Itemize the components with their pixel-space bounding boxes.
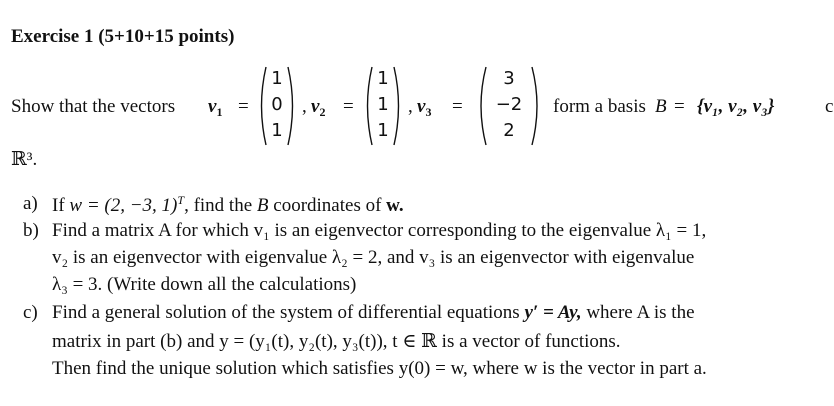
v3-subscript: 3 [425, 105, 432, 119]
v3-symbol: v [417, 96, 426, 117]
v1-comma: , [302, 96, 307, 117]
item-a-mid: , find the [184, 195, 253, 216]
v1-equals: = [238, 96, 249, 117]
basis-set: {v₁, v₂, v₃} [697, 96, 775, 117]
item-a-text [52, 193, 404, 217]
item-b-label: b) [23, 220, 39, 241]
item-a-transpose: T [177, 193, 185, 207]
field-r3: ℝ³. [11, 149, 38, 170]
v3-equals: = [452, 96, 463, 117]
v1-label [208, 96, 222, 120]
v1-entry-1: 1 [271, 68, 283, 89]
item-a-post: coordinates of [273, 195, 382, 216]
v2-entry-3: 1 [377, 120, 389, 141]
intro-show-text: Show that the vectors [11, 96, 176, 117]
v2-subscript: 2 [319, 105, 326, 119]
v2-symbol: v [311, 96, 320, 117]
item-b-line-3: λ₃ = 3. (Write down all the calculations) [52, 274, 357, 295]
v2-label [311, 96, 325, 120]
vector-v2 [364, 63, 402, 149]
item-c-label: c) [23, 302, 38, 323]
item-a-B: B [256, 195, 269, 216]
basis-equals: = [674, 96, 685, 117]
basis-name: B [655, 96, 667, 117]
v3-entry-3: 2 [503, 120, 515, 141]
v2-entry-2: 1 [377, 94, 389, 115]
item-c-line-1 [52, 302, 695, 324]
v1-subscript: 1 [216, 105, 223, 119]
item-a-w-vector: w = (2, −3, 1) [69, 195, 178, 216]
item-c-ode: y′ = Ay, [524, 302, 582, 323]
exercise-title: Exercise 1 (5+10+15 points) [11, 26, 235, 47]
v2-entry-1: 1 [377, 68, 389, 89]
item-b-line-1: Find a matrix A for which v₁ is an eigenvector corresponding to the eigenvalue λ₁ = 1, [52, 220, 707, 241]
item-a-label: a) [23, 193, 38, 214]
v1-entry-2: 0 [271, 94, 283, 115]
basis-text: form a basis [553, 96, 646, 117]
v2-equals: = [343, 96, 354, 117]
item-c-line-3: Then find the unique solution which satisfies y(0) = w, where w is the vector in part a. [52, 358, 707, 379]
item-c-line-2: matrix in part (b) and y = (y₁(t), y₂(t), y₃(t)), t ∈ ℝ is a vector of functions. [52, 331, 621, 352]
v3-entry-1: 3 [503, 68, 515, 89]
v3-entry-2: −2 [495, 94, 523, 115]
v3-label [417, 96, 431, 120]
vector-v1 [258, 63, 296, 149]
item-a-pre: If [52, 195, 65, 216]
v2-comma: , [408, 96, 413, 117]
item-b-line-2: v₂ is an eigenvector with eigenvalue λ₂ = 2, and v₃ is an eigenvector with eigenvalue [52, 247, 695, 268]
v1-entry-3: 1 [271, 120, 283, 141]
item-a-w: w. [386, 195, 404, 216]
item-c-post: where A is the [586, 302, 695, 323]
item-c-pre: Find a general solution of the system of differential equations [52, 302, 520, 323]
v1-symbol: v [208, 96, 217, 117]
vector-v3 [476, 63, 542, 149]
basis-tail: c [825, 96, 834, 117]
